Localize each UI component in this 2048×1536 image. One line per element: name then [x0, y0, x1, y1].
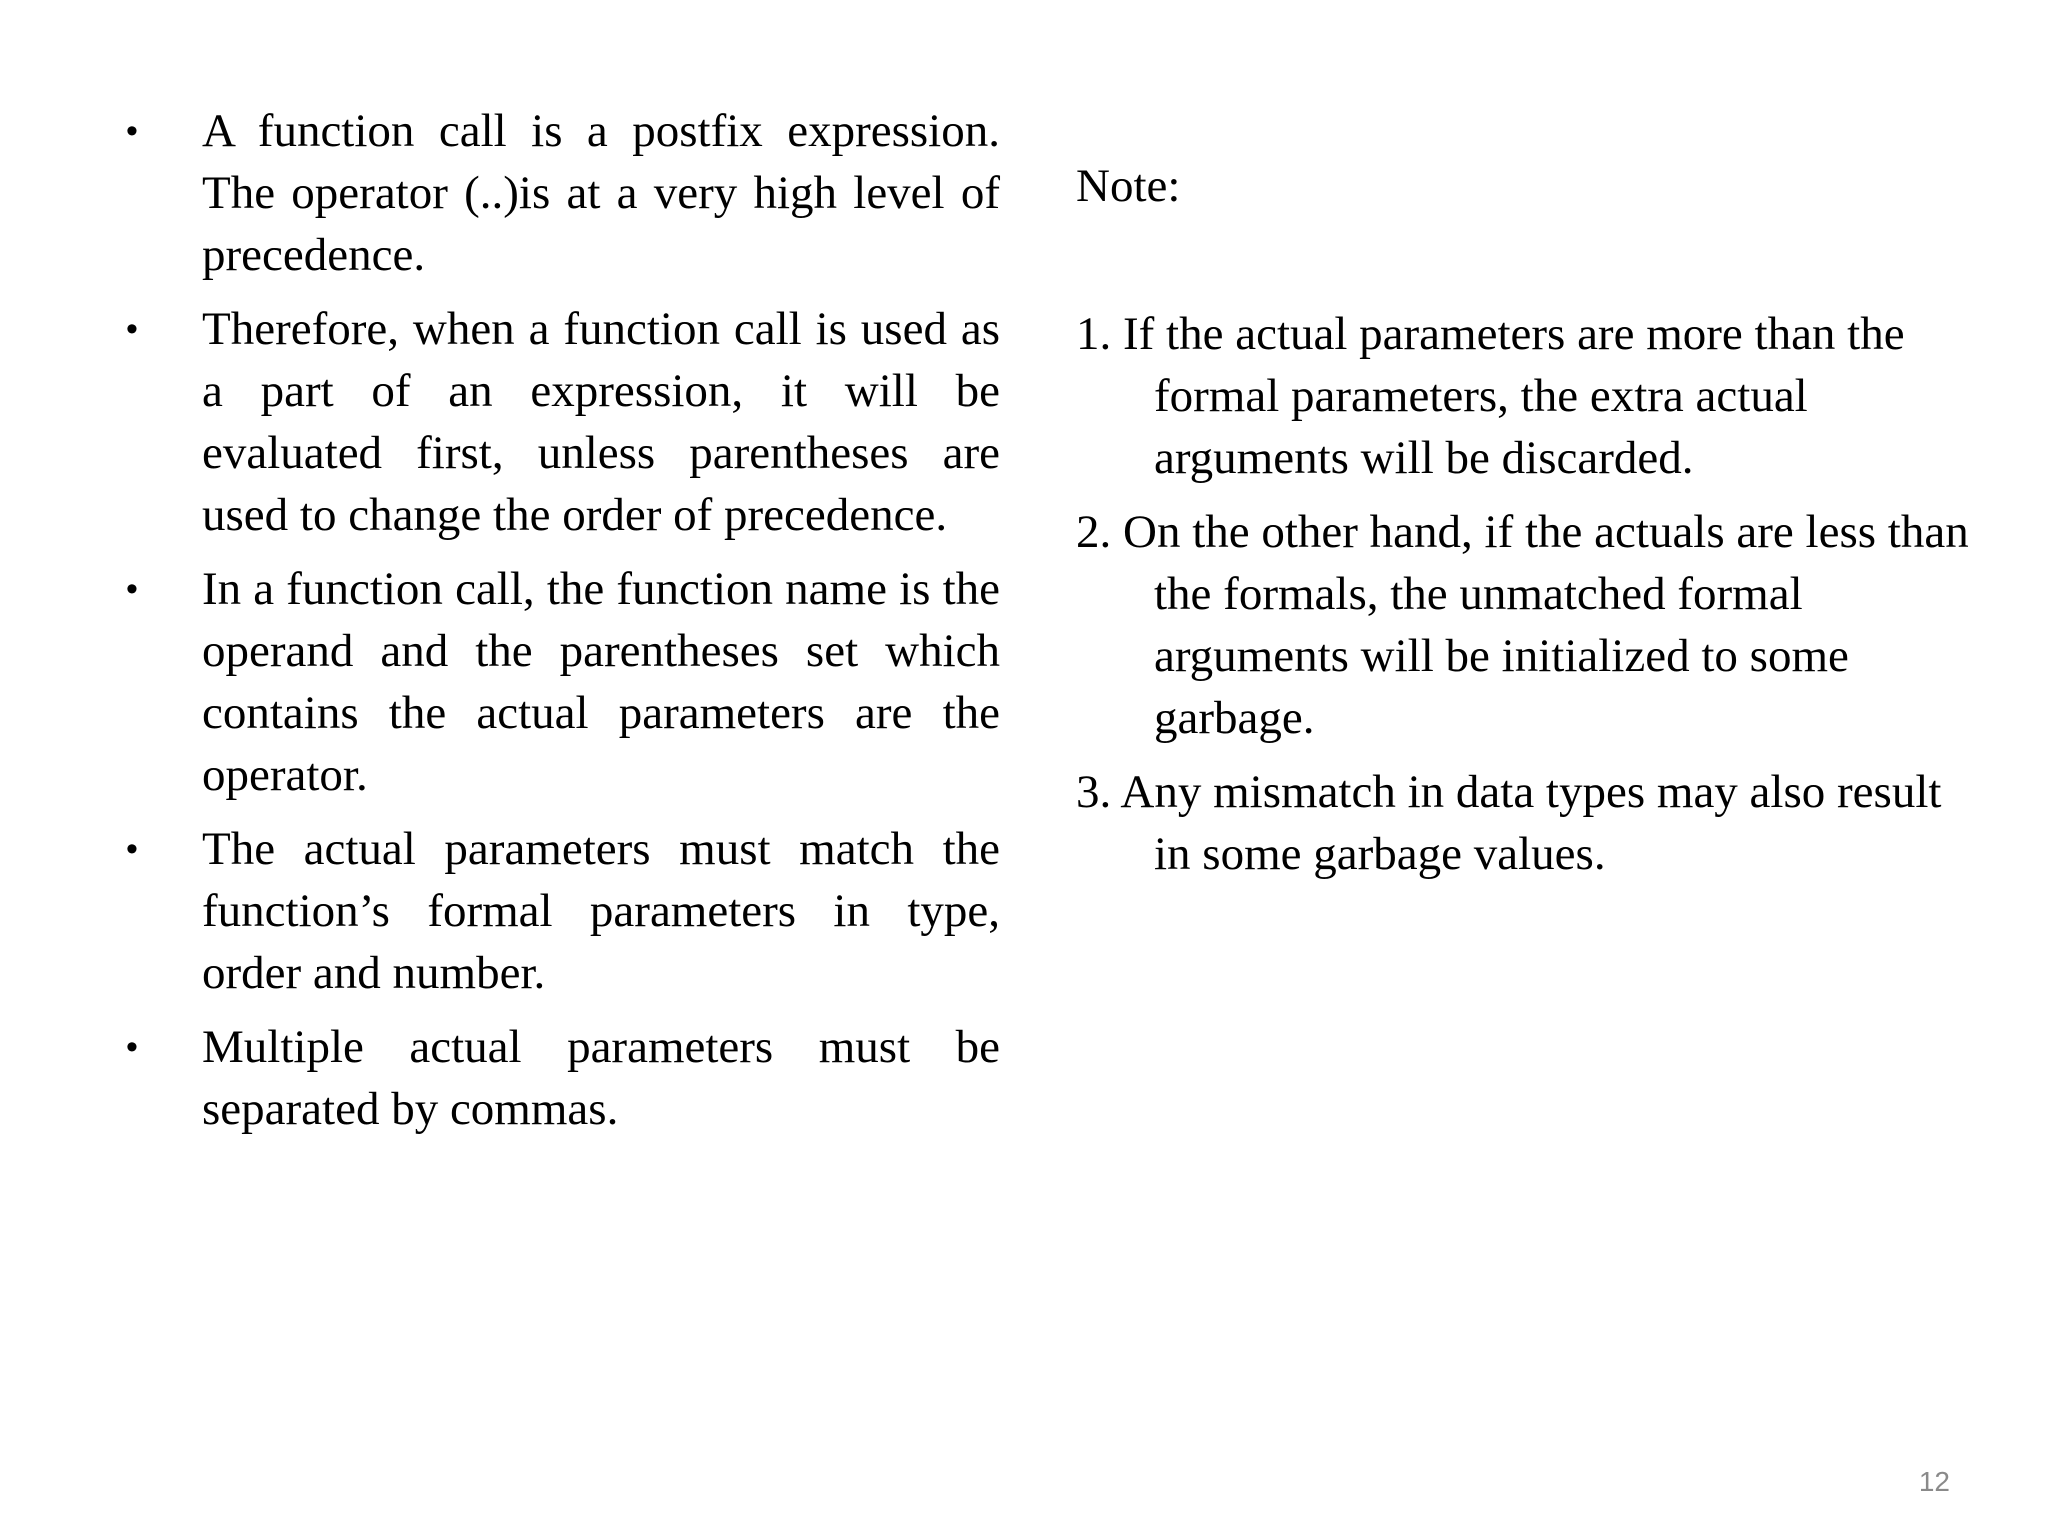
bullet-dot-icon: •: [126, 310, 138, 348]
bullet-text: In a function call, the function name is the operand and the parentheses set which contains the actual parameters are the operator.: [202, 563, 1000, 801]
note-section: [1076, 155, 1976, 897]
bullet-dot-icon: •: [126, 112, 138, 150]
bullet-item: [120, 1016, 1000, 1140]
bullet-dot-icon: •: [126, 830, 138, 868]
bullet-text: A function call is a postfix expression. The operator (..)is at a very high level of precedence.: [202, 105, 1000, 281]
bullet-text: Multiple actual parameters must be separated by commas.: [202, 1021, 1000, 1135]
page-number: 12: [1918, 1466, 1950, 1497]
note-list: [1076, 303, 1976, 885]
bullet-item: [120, 100, 1000, 286]
bullet-text: Therefore, when a function call is used as a part of an expression, it will be evaluated first, unless parentheses are used to change the order of precedence.: [202, 303, 1000, 541]
bullet-item: [120, 298, 1000, 546]
bullet-dot-icon: •: [126, 1028, 138, 1066]
note-item: 3. Any mismatch in data types may also result in some garbage values.: [1076, 766, 1942, 880]
note-item: 1. If the actual parameters are more than the formal parameters, the extra actual arguments will be discarded.: [1076, 308, 1905, 484]
bullet-list: [120, 100, 1000, 1152]
note-heading: Note:: [1076, 160, 1181, 212]
bullet-text: The actual parameters must match the function’s formal parameters in type, order and number.: [202, 823, 1000, 999]
note-item: 2. On the other hand, if the actuals are less than the formals, the unmatched formal arguments will be initialized to some garbage.: [1076, 506, 1969, 744]
bullet-item: [120, 558, 1000, 806]
bullet-dot-icon: •: [126, 570, 138, 608]
bullet-item: [120, 818, 1000, 1004]
